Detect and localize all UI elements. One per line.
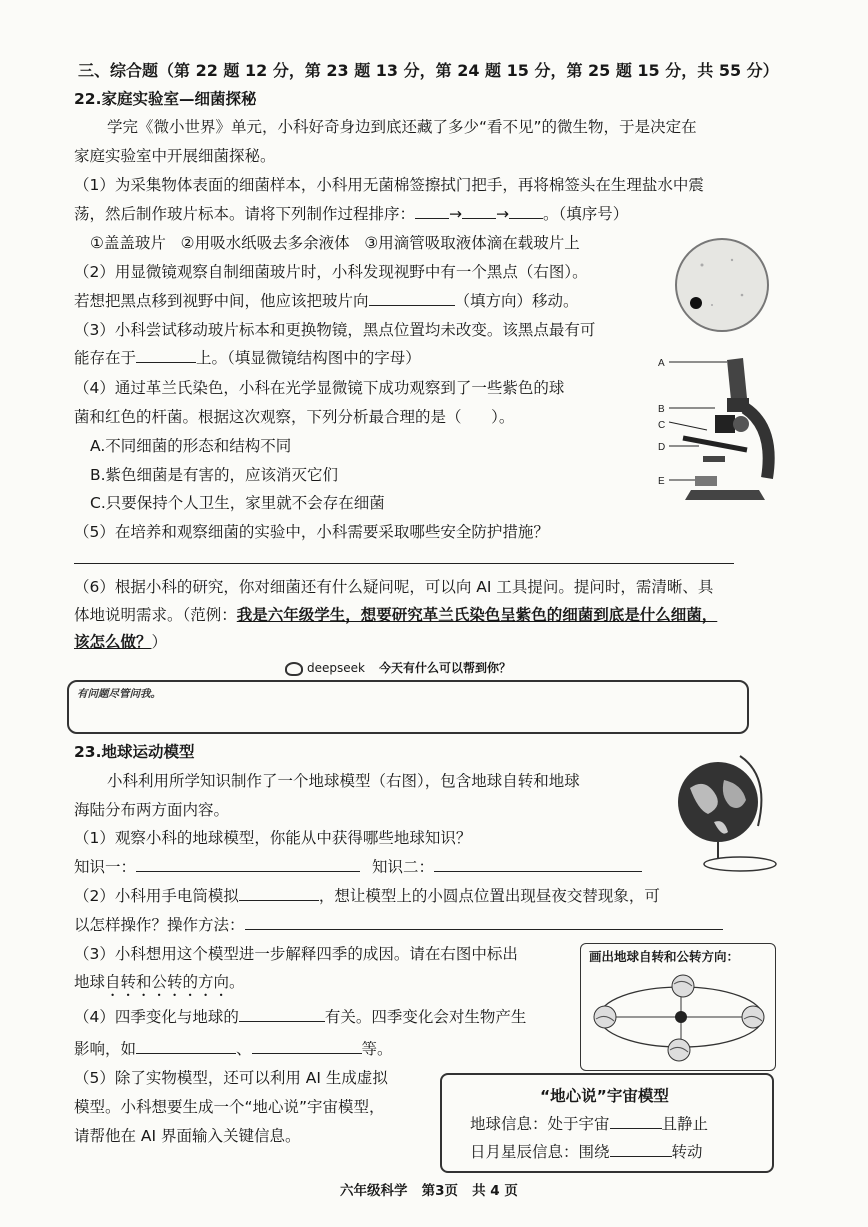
q22-s1-line1: （1）为采集物体表面的细菌样本，小科用无菌棉签擦拭门把手，再将棉签头在生理盐水中震	[74, 176, 704, 194]
q22-s6-close: ）	[151, 633, 168, 651]
section-header: 三、综合题（第 22 题 12 分，第 23 题 13 分，第 24 题 15 分，第 25 题 15 分，共 55 分）	[78, 61, 779, 80]
q23-s4-line2	[74, 1038, 393, 1060]
globe-model-figure	[668, 750, 780, 876]
microscope-diagram	[655, 350, 775, 510]
q23-s5-line3: 请帮他在 AI 界面输入关键信息。	[74, 1127, 301, 1145]
flashlight-blank[interactable]	[239, 899, 319, 901]
ai-greeting: 今天有什么可以帮到你？	[378, 661, 511, 675]
q23-s2-method-label: 以怎样操作？操作方法：	[74, 916, 245, 934]
black-dot-icon	[690, 297, 702, 309]
earth-top-icon	[672, 975, 694, 997]
q22-s5-answer-line[interactable]	[74, 563, 734, 564]
q22-option-b[interactable]: B.紫色细菌是有害的，应该消灭它们	[90, 466, 339, 484]
question-23-title: 23.地球运动模型	[74, 743, 195, 761]
order-blank-3[interactable]	[509, 217, 543, 219]
question-22-title: 22.家庭实验室—细菌探秘	[74, 90, 257, 108]
orbit-center-blank[interactable]	[610, 1155, 672, 1157]
q23-knowledge-row	[74, 856, 642, 878]
sun-icon	[675, 1011, 687, 1023]
orbit-diagram-box[interactable]	[580, 943, 776, 1071]
orbit-title: 画出地球自转和公转方向：	[589, 949, 740, 964]
q23-intro-line1: 小科利用所学知识制作了一个地球模型（右图），包含地球自转和地球	[107, 772, 580, 790]
label-e: E	[658, 476, 665, 487]
q22-s1-prompt: 荡，然后制作玻片标本。请将下列制作过程排序：	[74, 205, 416, 223]
earth-right-icon	[742, 1006, 764, 1028]
q23-s3-text: 地球	[74, 973, 106, 991]
q22-s6-example: 我是六年级学生，想要研究革兰氏染色呈紫色的细菌到底是什么细菌，	[236, 606, 718, 624]
q23-s3-end: 。	[229, 973, 245, 991]
arrow-icon: →	[496, 205, 510, 223]
q22-s6-line1: （6）根据小科的研究，你对细菌还有什么疑问呢，可以向 AI 工具提问。提问时，需清晰、具	[74, 578, 714, 596]
q22-s5: （5）在培养和观察细菌的实验中，小科需要采取哪些安全防护措施？	[74, 523, 549, 541]
geocentric-model-box	[440, 1073, 774, 1173]
q23-s3-line1: （3）小科想用这个模型进一步解释四季的成因。请在右图中标出	[74, 945, 518, 963]
earth-left-icon	[594, 1006, 616, 1028]
q23-s3-emphasis: 自转和公转的方向	[105, 973, 230, 991]
q22-s3-line1: （3）小科尝试移动玻片标本和更换物镜，黑点位置均未改变。该黑点最有可	[74, 321, 596, 339]
q22-s3-prompt: 能存在于	[74, 349, 137, 367]
ai-input-box[interactable]	[67, 680, 749, 734]
q22-s3-hint: 上。（填显微镜结构图中的字母）	[196, 349, 421, 367]
knowledge-2-label: 知识二：	[372, 858, 435, 876]
q22-s2-line1: （2）用显微镜观察自制细菌玻片时，小科发现视野中有一个黑点（右图）。	[74, 263, 588, 281]
q23-s2-prompt: （2）小科用手电筒模拟	[74, 887, 239, 905]
q22-s1-line2	[74, 203, 628, 225]
q22-s2-hint: （填方向）移动。	[454, 292, 579, 310]
q22-intro-line1: 学完《微小世界》单元，小科好奇身边到底还藏了多少“看不见”的微生物，于是决定在	[107, 118, 697, 136]
label-d: D	[658, 442, 666, 453]
q23-s4-prompt: （4）四季变化与地球的	[74, 1008, 239, 1026]
label-b: B	[658, 404, 665, 415]
q23-s1: （1）观察小科的地球模型，你能从中获得哪些地球知识？	[74, 829, 472, 847]
season-cause-blank[interactable]	[239, 1020, 325, 1022]
label-a: A	[658, 358, 665, 369]
q22-s6-line3	[74, 631, 167, 653]
order-blank-1[interactable]	[415, 217, 449, 219]
q22-s4-line1: （4）通过革兰氏染色，小科在光学显微镜下成功观察到了一些紫色的球	[74, 379, 565, 397]
q22-s6-prompt: 体地说明需求。（范例：	[74, 606, 237, 624]
q23-s5-line2: 模型。小科想要生成一个“地心说”宇宙模型，	[74, 1098, 385, 1116]
label-c: C	[658, 420, 666, 431]
q23-intro-line2: 海陆分布两方面内容。	[74, 801, 230, 819]
q23-s2-line1	[74, 885, 660, 907]
effect-blank-1[interactable]	[136, 1052, 236, 1054]
knowledge-1-label: 知识一：	[74, 858, 137, 876]
direction-blank[interactable]	[369, 304, 455, 306]
geo-earth-label: 地球信息：处于宇宙	[470, 1115, 610, 1133]
q23-s5-line1: （5）除了实物模型，还可以利用 AI 生成虚拟	[74, 1069, 388, 1087]
arrow-icon: →	[449, 205, 463, 223]
q22-option-a[interactable]: A.不同细菌的形态和结构不同	[90, 437, 292, 455]
q22-s1-options: ①盖盖玻片 ②用吸水纸吸去多余液体 ③用滴管吸取液体滴在载玻片上	[90, 234, 580, 252]
q23-s3-line2	[74, 971, 245, 1000]
q23-s4-end: 等。	[361, 1040, 393, 1058]
q23-s4-prompt-2: 影响，如	[74, 1040, 137, 1058]
q23-s2-line2	[74, 914, 723, 936]
geocentric-title: “地心说”宇宙模型	[540, 1087, 669, 1105]
earth-position-blank[interactable]	[610, 1127, 662, 1129]
knowledge-2-blank[interactable]	[434, 870, 642, 872]
ai-input-placeholder: 有问题尽管问我。	[77, 688, 161, 700]
q22-s3-line2	[74, 347, 421, 369]
q22-s2-prompt: 若想把黑点移到视野中间，他应该把玻片向	[74, 292, 369, 310]
whale-logo-icon	[285, 662, 303, 676]
page-footer: 六年级科学 第3页 共 4 页	[340, 1183, 518, 1199]
q23-s2-text: ，想让模型上的小圆点位置出现昼夜交替现象，可	[318, 887, 660, 905]
earth-bottom-icon	[668, 1039, 690, 1061]
geo-celestial-line	[470, 1141, 703, 1163]
orbit-diagram[interactable]	[581, 964, 775, 1068]
q22-s6-line2	[74, 604, 717, 626]
q23-s4-line1	[74, 1006, 526, 1028]
effect-blank-2[interactable]	[252, 1052, 362, 1054]
ai-brand: deepseek	[307, 661, 365, 675]
q22-s2-line2	[74, 290, 579, 312]
geo-celestial-end: 转动	[671, 1143, 703, 1161]
geo-earth-line	[470, 1113, 708, 1135]
q23-s4-sep: 、	[236, 1040, 252, 1058]
method-blank[interactable]	[245, 928, 723, 930]
geo-celestial-label: 日月星辰信息：围绕	[470, 1143, 610, 1161]
order-blank-2[interactable]	[462, 217, 496, 219]
structure-letter-blank[interactable]	[136, 361, 196, 363]
q22-s6-example-end: 该怎么做？	[74, 633, 152, 651]
ai-header	[285, 657, 511, 679]
q22-s4-line2: 菌和红色的杆菌。根据这次观察，下列分析最合理的是（ ）。	[74, 408, 515, 426]
q23-s4-text: 有关。四季变化会对生物产生	[324, 1008, 527, 1026]
microscope-field-of-view-figure	[672, 235, 772, 335]
q22-option-c[interactable]: C.只要保持个人卫生，家里就不会存在细菌	[90, 494, 385, 512]
knowledge-1-blank[interactable]	[136, 870, 360, 872]
q22-s1-hint: 。（填序号）	[543, 205, 629, 223]
geo-earth-end: 且静止	[661, 1115, 709, 1133]
q22-intro-line2: 家庭实验室中开展细菌探秘。	[74, 147, 276, 165]
